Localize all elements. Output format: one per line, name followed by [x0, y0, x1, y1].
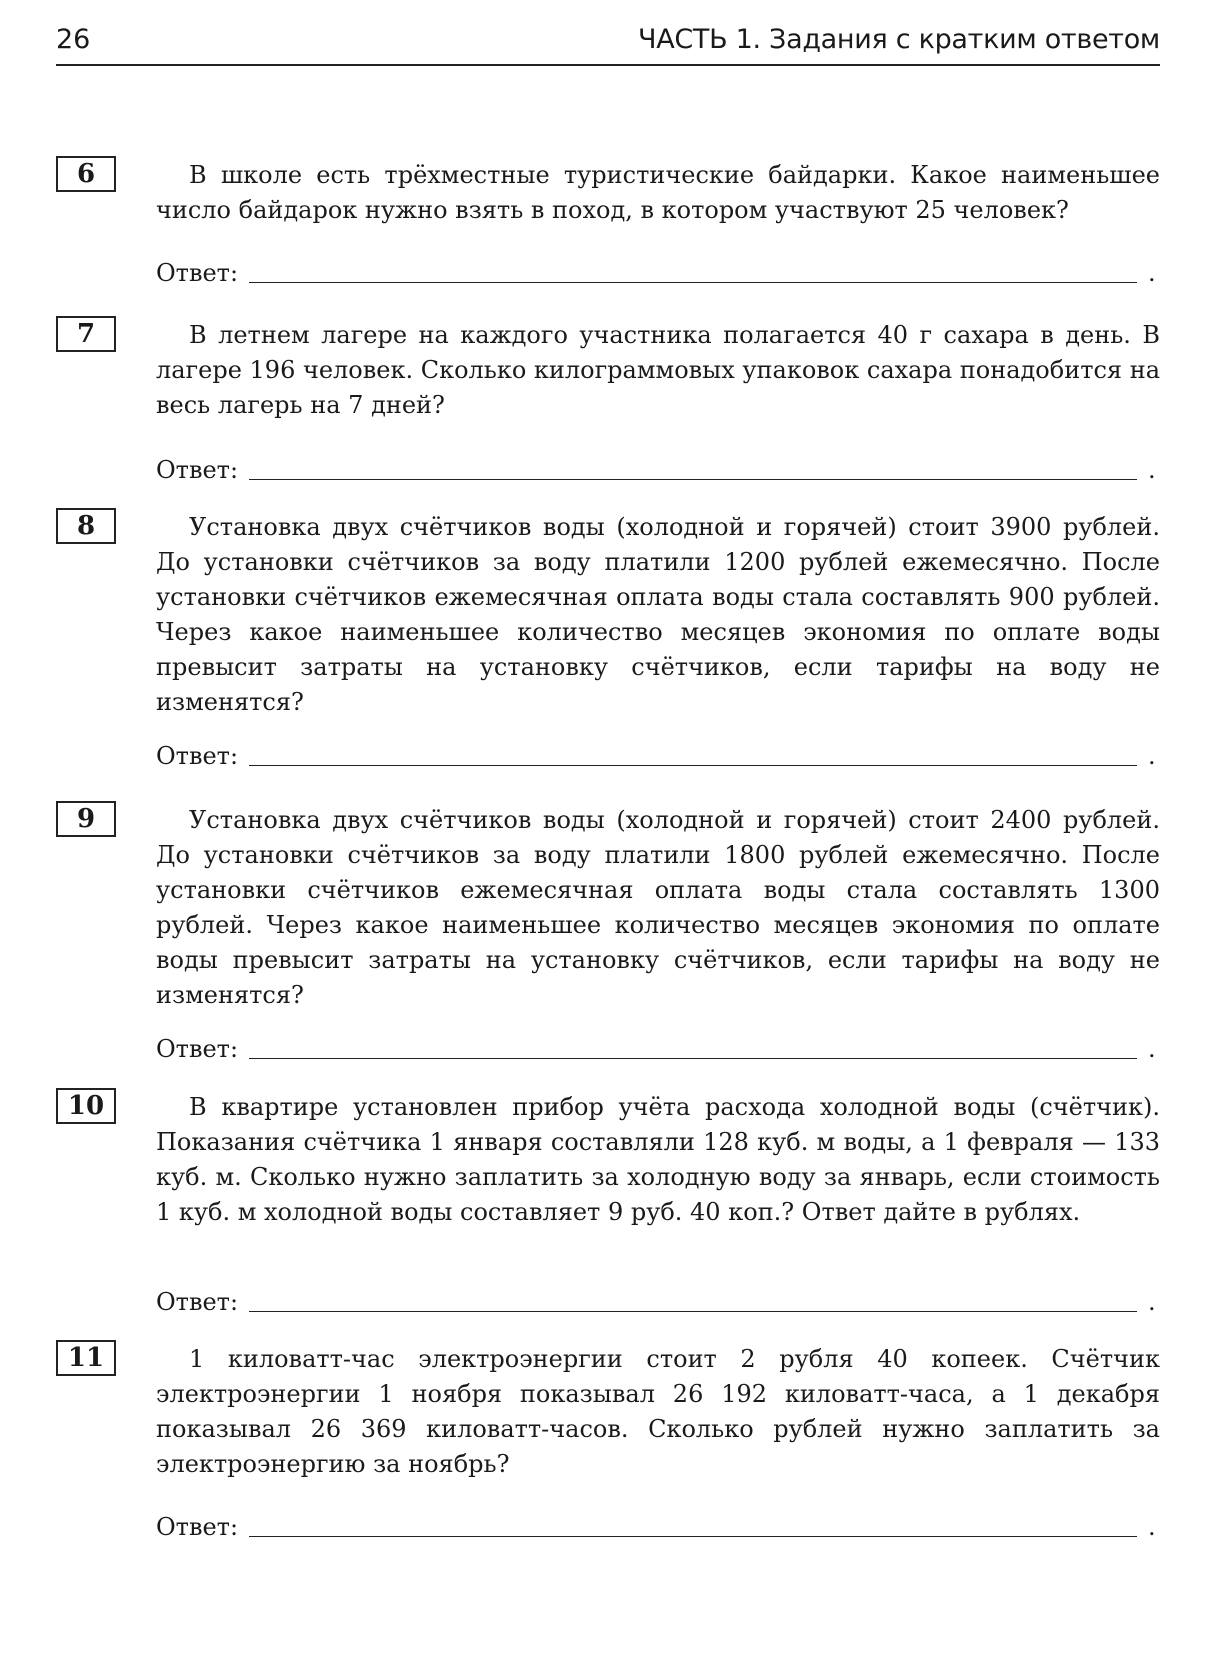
- task-number-box: 6: [56, 156, 116, 192]
- answer-field[interactable]: [156, 1509, 1160, 1545]
- task-number-box: 8: [56, 508, 116, 544]
- task-text: Установка двух счётчиков воды (холодной и горячей) стоит 3900 рублей. До установки счётчиков за воду платили 1200 рублей ежемесячно. После установки счётчиков ежемесячная оплата воды стала составлять 900 рублей. Через какое наименьшее количество месяцев экономия по оплате воды превысит затраты на установку счётчиков, если тарифы на воду не изменятся?: [156, 513, 1160, 716]
- task-number-box: 9: [56, 801, 116, 837]
- task-number-box: 7: [56, 316, 116, 352]
- task-number-box: 11: [56, 1340, 116, 1376]
- answer-label: Ответ:: [156, 259, 239, 287]
- answer-field[interactable]: [156, 452, 1160, 488]
- answer-dot: .: [1148, 1035, 1156, 1063]
- answer-label: Ответ:: [156, 1288, 239, 1316]
- task-text: В школе есть трёхместные туристические байдарки. Какое наименьшее число байдарок нужно взять в поход, в котором участвуют 25 человек?: [156, 161, 1160, 224]
- answer-line[interactable]: [249, 765, 1137, 766]
- answer-dot: .: [1148, 1513, 1156, 1541]
- answer-dot: .: [1148, 259, 1156, 287]
- answer-line[interactable]: [249, 282, 1137, 283]
- answer-field[interactable]: [156, 738, 1160, 774]
- answer-label: Ответ:: [156, 456, 239, 484]
- task-number-box: 10: [56, 1088, 116, 1124]
- answer-dot: .: [1148, 1288, 1156, 1316]
- answer-line[interactable]: [249, 1058, 1137, 1059]
- answer-label: Ответ:: [156, 1035, 239, 1063]
- task-text: 1 киловатт-час электроэнергии стоит 2 рубля 40 копеек. Счётчик электроэнергии 1 ноября показывал 26 192 киловатт-часа, а 1 декабря показывал 26 369 киловатт-часов. Сколько рублей нужно заплатить за электроэнергию за ноябрь?: [156, 1345, 1160, 1478]
- page-number: 26: [56, 24, 91, 55]
- answer-label: Ответ:: [156, 1513, 239, 1541]
- answer-label: Ответ:: [156, 742, 239, 770]
- answer-dot: .: [1148, 456, 1156, 484]
- task-text: В летнем лагере на каждого участника полагается 40 г сахара в день. В лагере 196 человек. Сколько килограммовых упаковок сахара понадобится на весь лагерь на 7 дней?: [156, 321, 1160, 419]
- task-text: В квартире установлен прибор учёта расхода холодной воды (счётчик). Показания счётчика 1 января составляли 128 куб. м воды, а 1 февраля — 133 куб. м. Сколько нужно заплатить за холодную воду за январь, если стоимость 1 куб. м холодной воды составляет 9 руб. 40 коп.? Ответ дайте в рублях.: [156, 1093, 1160, 1226]
- answer-line[interactable]: [249, 479, 1137, 480]
- running-title: ЧАСТЬ 1. Задания с кратким ответом: [637, 24, 1160, 55]
- page-header: [56, 18, 1160, 66]
- answer-line[interactable]: [249, 1311, 1137, 1312]
- answer-field[interactable]: [156, 1031, 1160, 1067]
- answer-field[interactable]: [156, 255, 1160, 291]
- task-text: Установка двух счётчиков воды (холодной и горячей) стоит 2400 рублей. До установки счётчиков за воду платили 1800 рублей ежемесячно. После установки счётчиков ежемесячная оплата воды стала составлять 1300 рублей. Через какое наименьшее количество месяцев экономия по оплате воды превысит затраты на установку счётчиков, если тарифы на воду не изменятся?: [156, 806, 1160, 1009]
- answer-line[interactable]: [249, 1536, 1137, 1537]
- answer-field[interactable]: [156, 1284, 1160, 1320]
- answer-dot: .: [1148, 742, 1156, 770]
